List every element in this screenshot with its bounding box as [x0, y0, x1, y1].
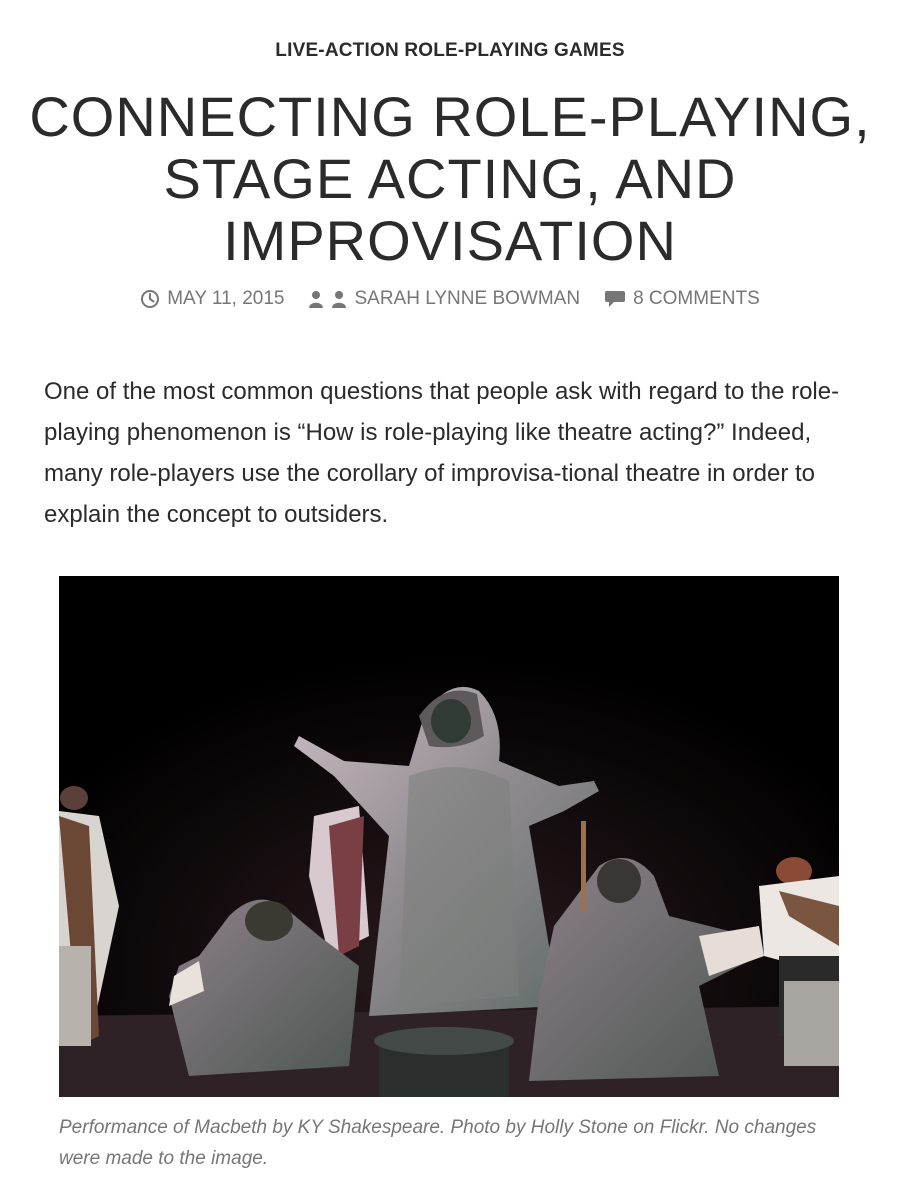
figure-caption: Performance of Macbeth by KY Shakespeare. Photo by Holly Stone on Flickr. No changes were made to the image. [59, 1117, 817, 1169]
stage-performance-photo [59, 576, 839, 1097]
post-intro-paragraph: One of the most common questions that people ask with regard to the role-playing phenomenon is “How is role-playing like theatre acting?” Indeed, many role-players use the corollary of improvisa-tional theatre in order to explain the concept to outsiders. [44, 378, 840, 528]
post-author [308, 288, 580, 310]
comment-icon [604, 289, 626, 309]
post-title-line-1: CONNECTING ROLE-PLAYING, [29, 85, 871, 148]
post-title [20, 86, 880, 272]
post-comments-link[interactable]: 8 COMMENTS [633, 288, 760, 309]
post-title-line-3: IMPROVISATION [223, 209, 677, 272]
post-featured-image [59, 576, 839, 1097]
post-comments [604, 288, 760, 310]
user-icon [308, 289, 324, 309]
user-icon [331, 289, 347, 309]
post-date-link[interactable]: MAY 11, 2015 [167, 288, 285, 309]
post-author-link[interactable]: SARAH LYNNE BOWMAN [354, 288, 581, 309]
clock-icon [140, 289, 160, 309]
post-title-line-2: STAGE ACTING, AND [163, 147, 737, 210]
post-date [140, 288, 284, 310]
post-category-link[interactable]: LIVE-ACTION ROLE-PLAYING GAMES [275, 40, 625, 61]
post-meta [0, 288, 900, 310]
